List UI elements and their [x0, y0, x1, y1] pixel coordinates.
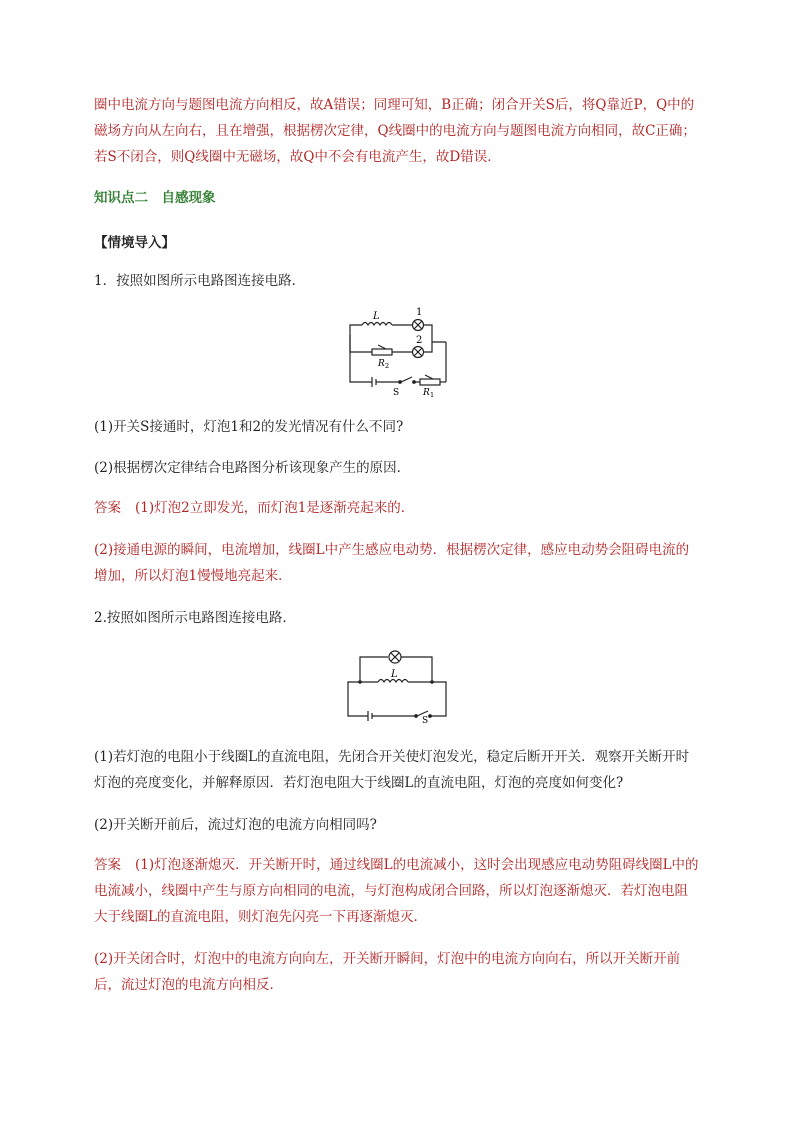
section-title: 知识点二 自感现象: [94, 190, 216, 206]
question2-answer1: [94, 852, 700, 930]
answer-text: (1)灯泡2立即发光，而灯泡1是逐渐亮起来的．: [135, 500, 415, 516]
answer-text: (1)灯泡逐渐熄灭．开关断开时，通过线圈L的电流减小，这时会出现感应电动势阻碍线圈L中的电流减小，线圈中产生与原方向相同的电流，与灯泡构成闭合回路，所以灯泡逐渐熄灭．若灯泡电阻大于线圈L的直流电阻，则灯泡先闪亮一下再逐渐熄灭．: [94, 857, 699, 925]
question2-part1: (1)若灯泡的电阻小于线圈L的直流电阻，先闭合开关使灯泡发光，稳定后断开开关．观察开关断开时灯泡的亮度变化，并解释原因．若灯泡电阻大于线圈L的直流电阻，灯泡的亮度如何变化?: [94, 749, 690, 791]
inductor-label: L: [391, 669, 398, 680]
inductor-label: L: [373, 311, 380, 322]
answer-label: 答案: [94, 857, 121, 873]
answer-label: 答案: [94, 500, 121, 516]
circuit-diagram-2: [340, 645, 460, 725]
scenario-label: 【情境导入】: [94, 235, 175, 251]
question1-part1: (1)开关S接通时，灯泡1和2的发光情况有什么不同?: [94, 419, 404, 435]
r2-label: R: [378, 359, 385, 369]
switch-label: S: [422, 716, 429, 725]
question1-part2: (2)根据楞次定律结合电路图分析该现象产生的原因．: [94, 460, 411, 476]
r1-subscript: 1: [430, 391, 435, 399]
r1-label: R: [423, 388, 430, 398]
intro-paragraph: 圈中电流方向与题图电流方向相反，故A错误；同理可知，B正确；闭合开关S后，将Q靠近P，Q中的磁场方向从左向右，且在增强，根据楞次定律，Q线圈中的电流方向与题图电流方向相同，故C正确；若S不闭合，则Q线圈中无磁场，故Q中不会有电流产生，故D错误．: [94, 97, 696, 165]
lamp1-label: 1: [416, 307, 423, 318]
r2-subscript: 2: [385, 362, 390, 370]
switch-label: S: [393, 388, 400, 398]
circuit-diagram-1: [340, 305, 460, 400]
question1-answer2: (2)接通电源的瞬间，电流增加，线圈L中产生感应电动势．根据楞次定律，感应电动势会阻碍电流的增加，所以灯泡1慢慢地亮起来．: [94, 542, 690, 584]
question1-answer1: [94, 495, 700, 521]
question1-intro: 1．按照如图所示电路图连接电路．: [94, 273, 306, 289]
question2-part2: (2)开关断开前后，流过灯泡的电流方向相同吗?: [94, 817, 377, 833]
question2-answer2: (2)开关闭合时，灯泡中的电流方向向左，开关断开瞬间，灯泡中的电流方向向右，所以开关断开前后，流过灯泡的电流方向相反．: [94, 951, 681, 993]
question2-intro: 2.按照如图所示电路图连接电路．: [94, 610, 296, 626]
lamp2-label: 2: [416, 335, 423, 346]
